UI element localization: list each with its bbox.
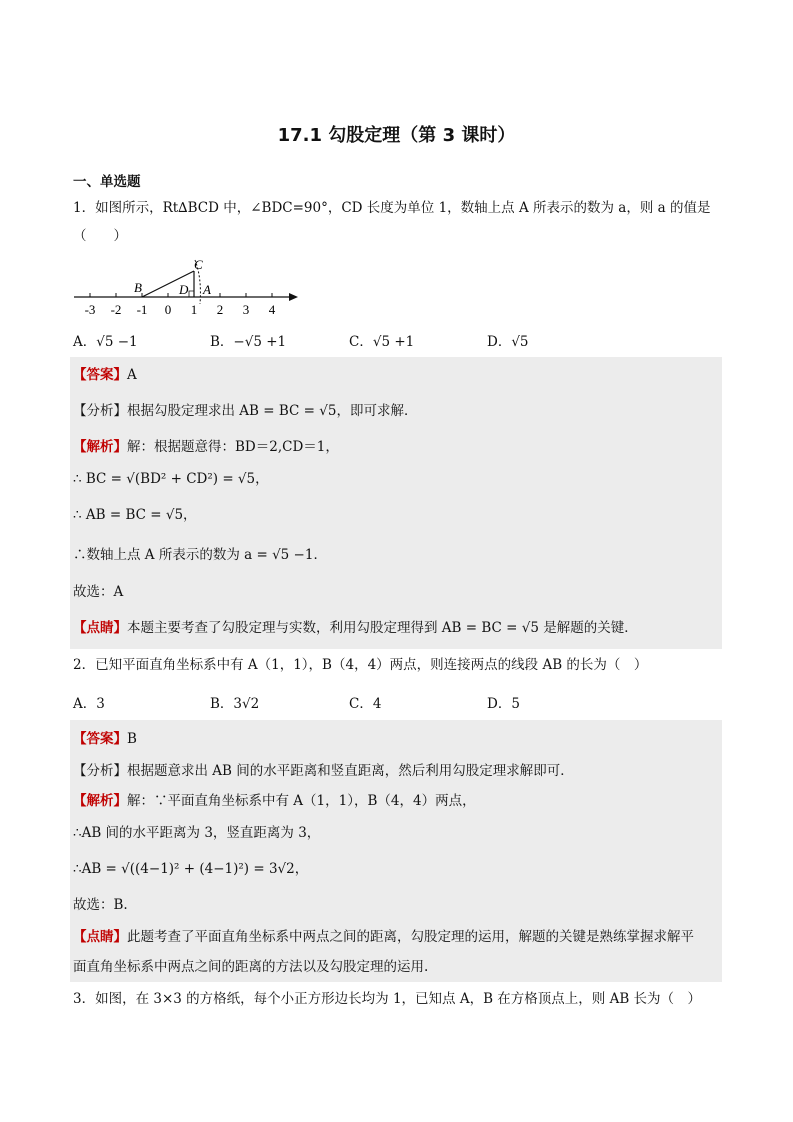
option-label: C．	[349, 334, 373, 350]
answer-tag: 【答案】	[73, 731, 127, 747]
option-math: 3√2	[233, 696, 260, 712]
solution-text: 解：∵平面直角坐标系中有 A（1，1），B（4，4）两点，	[127, 793, 476, 809]
q2-analysis	[73, 761, 574, 781]
tick-label: -3	[84, 302, 96, 317]
analysis-text: 根据题意求出 AB 间的水平距离和竖直距离，然后利用勾股定理求解即可．	[127, 763, 574, 779]
q2-answer	[73, 729, 137, 749]
q3-stem: 3．如图，在 3×3 的方格纸，每个小正方形边长均为 1，已知点 A，B 在方格顶点上，则 AB 长为（ ）	[73, 991, 702, 1007]
q1-answer	[73, 365, 137, 385]
q1-solution-line4: ∴数轴上点 A 所表示的数为 a = √5 −1．	[73, 547, 327, 563]
answer-value: B	[127, 731, 137, 747]
tick-label: -1	[136, 302, 148, 317]
option-label: D．	[487, 334, 512, 350]
tick-label: 3	[242, 302, 250, 317]
q1-solution-line3: ∴ AB = BC = √5，	[73, 507, 197, 523]
option-label: B．	[210, 334, 234, 350]
q2-solution-line3: ∴AB = √((4−1)² + (4−1)²) = 3√2，	[73, 861, 309, 877]
option-math: √5 −1	[96, 334, 138, 350]
q1-analysis	[73, 401, 417, 421]
tick-label: -2	[110, 302, 122, 317]
q1-solution-line2: ∴ BC = √(BD² + CD²) = √5，	[73, 471, 269, 487]
q1-option-a	[73, 330, 138, 350]
comment-text: 本题主要考查了勾股定理与实数，利用勾股定理得到 AB = BC = √5 是解题的关键．	[127, 620, 638, 636]
option-math: √5	[511, 334, 529, 350]
solution-tag: 【解析】	[73, 793, 127, 809]
axis-arrow-icon	[289, 293, 298, 301]
point-label-a: A	[203, 282, 211, 297]
q2-stem: 2．已知平面直角坐标系中有 A（1，1），B（4，4）两点，则连接两点的线段 AB 的长为（ ）	[73, 657, 648, 673]
page-title: 17.1 勾股定理（第 3 课时）	[277, 125, 516, 146]
option-label: B．	[210, 696, 234, 712]
q2-solution-line1	[73, 791, 476, 811]
solution-tag: 【解析】	[73, 439, 127, 455]
q1-stem-line2: （ ）	[73, 228, 127, 244]
option-label: A．	[73, 334, 97, 350]
q1-option-b	[210, 330, 286, 350]
section-heading: 一、单选题	[73, 174, 141, 190]
option-math: −√5 +1	[233, 334, 287, 350]
q2-comment-line1	[73, 927, 694, 947]
q2-choice: 故选：B.	[73, 897, 128, 913]
analysis-text: 根据勾股定理求出 AB = BC = √5，即可求解．	[127, 403, 418, 419]
answer-value: A	[127, 367, 137, 383]
comment-tag: 【点睛】	[73, 620, 127, 636]
analysis-tag: 【分析】	[73, 403, 127, 419]
q1-number-line-figure	[70, 254, 306, 320]
tick-label: 1	[190, 302, 198, 317]
q2-option-a: A．3	[73, 696, 105, 712]
solution-text: 解：根据题意得：BD＝2,CD＝1，	[127, 439, 339, 455]
tick-label: 2	[216, 302, 224, 317]
q1-choice: 故选：A	[73, 584, 124, 600]
analysis-tag: 【分析】	[73, 763, 127, 779]
q2-solution-line2: ∴AB 间的水平距离为 3，竖直距离为 3，	[73, 825, 321, 841]
q2-option-d: D．5	[487, 696, 520, 712]
point-label-b: B	[134, 280, 142, 295]
q1-comment	[73, 618, 638, 638]
right-angle-mark	[189, 291, 194, 297]
q2-comment-line2: 面直角坐标系中两点之间的距离的方法以及勾股定理的运用.	[73, 959, 429, 975]
answer-tag: 【答案】	[73, 367, 127, 383]
point-label-c: C	[194, 257, 203, 272]
comment-text: 此题考查了平面直角坐标系中两点之间的距离，勾股定理的运用，解题的关键是熟练掌握求解平	[127, 929, 694, 945]
q1-solution-line1	[73, 437, 339, 457]
tick-label: 4	[268, 302, 276, 317]
q2-option-c: C．4	[349, 696, 382, 712]
q1-option-d	[487, 330, 529, 350]
q1-option-c	[349, 330, 414, 350]
tick-label: 0	[164, 302, 172, 317]
q1-stem-line1: 1．如图所示，Rt∆BCD 中，∠BDC=90°，CD 长度为单位 1，数轴上点 A 所表示的数为 a，则 a 的值是	[73, 200, 711, 216]
q2-option-b	[210, 692, 259, 712]
comment-tag: 【点睛】	[73, 929, 127, 945]
option-math: √5 +1	[372, 334, 415, 350]
point-label-d: D	[179, 282, 189, 297]
